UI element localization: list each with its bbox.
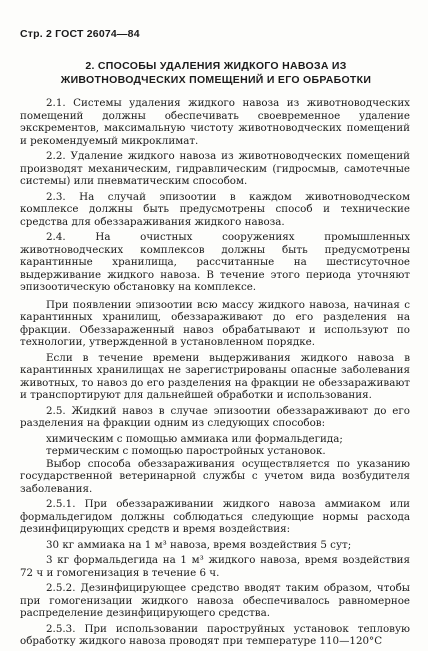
norm-ammonia: 30 кг аммиака на 1 м³ навоза, время воздействия 5 сут; — [46, 538, 352, 551]
paragraph-2-5-1: 2.5.1. При обеззараживании жидкого навоза аммиаком или формальдегидом должны соблюдаться следующие нормы расхода дезинфицирующих средств и время воздействия: — [20, 498, 410, 535]
page-header: Стр. 2 ГОСТ 26074—84 — [20, 28, 140, 40]
paragraph-quarantine: Если в течение времени выдерживания жидкого навоза в карантинных хранилищах не зарегистрированы опасные заболевания животных, то навоз до его разделения на фракции не обеззараживают и транспортируют для дальнейшей обработки и использования. — [20, 351, 410, 401]
section-heading: 2. СПОСОБЫ УДАЛЕНИЯ ЖИДКОГО НАВОЗА ИЗ ЖИВОТНОВОДЧЕСКИХ ПОМЕЩЕНИЙ И ЕГО ОБРАБОТКИ — [60, 60, 372, 86]
paragraph-2-1: 2.1. Системы удаления жидкого навоза из животноводческих помещений должны обеспечивать своевременное удаление экскрементов, максимальную чистоту животноводческих помещений и рекомендуемый микроклимат. — [20, 97, 410, 147]
norm-formaldehyde: 3 кг формальдегида на 1 м³ жидкого навоза, время воздействия 72 ч и гомогенизация в течение 6 ч. — [20, 554, 410, 579]
paragraph-2-5-3: 2.5.3. При использовании пароструйных установок тепловую обработку жидкого навоза проводят при температуре 110—120°С — [20, 622, 410, 647]
paragraph-2-5: 2.5. Жидкий навоз в случае эпизоотии обеззараживают до его разделения на фракции одним из следующих способов: — [20, 404, 410, 429]
paragraph-2-2: 2.2. Удаление жидкого навоза из животноводческих помещений производят механическим, гидравлическим (гидросмыв, самотечные системы) или пневматическим способом. — [20, 150, 410, 187]
paragraph-2-3: 2.3. На случай эпизоотии в каждом животноводческом комплексе должны быть предусмотрены способ и технические средства для обеззараживания жидкого навоза. — [20, 190, 410, 228]
paragraph-2-4: 2.4. На очистных сооружениях промышленных животноводческих комплексов должны быть предусмотрены карантинные хранилища, рассчитанные на шестисуточное выдерживание жидкого навоза. В течение этого периода уточняют эпизоотическую обстановку на комплексе. — [20, 231, 410, 293]
method-thermal: термическим с помощью паростройных установок. — [46, 445, 326, 457]
paragraph-epizootic: При появлении эпизоотии всю массу жидкого навоза, начиная с карантинных хранилищ, обеззараживают до его разделения на фракции. Обеззараженный навоз обрабатывают и используют по технологии, утвержденной в установленном порядке. — [20, 298, 410, 348]
document-body — [20, 97, 410, 651]
paragraph-2-5-2: 2.5.2. Дезинфицирующее средство вводят таким образом, чтобы при гомогенизации жидкого навоза обеспечивалось равномерное распределение дезинфицирующего средства. — [20, 582, 410, 619]
paragraph-method-choice: Выбор способа обеззараживания осуществляется по указанию государственной ветеринарной службы с учетом вида возбудителя заболевания. — [20, 457, 410, 495]
method-chemical: химическим с помощью аммиака или формальдегида; — [46, 432, 343, 445]
